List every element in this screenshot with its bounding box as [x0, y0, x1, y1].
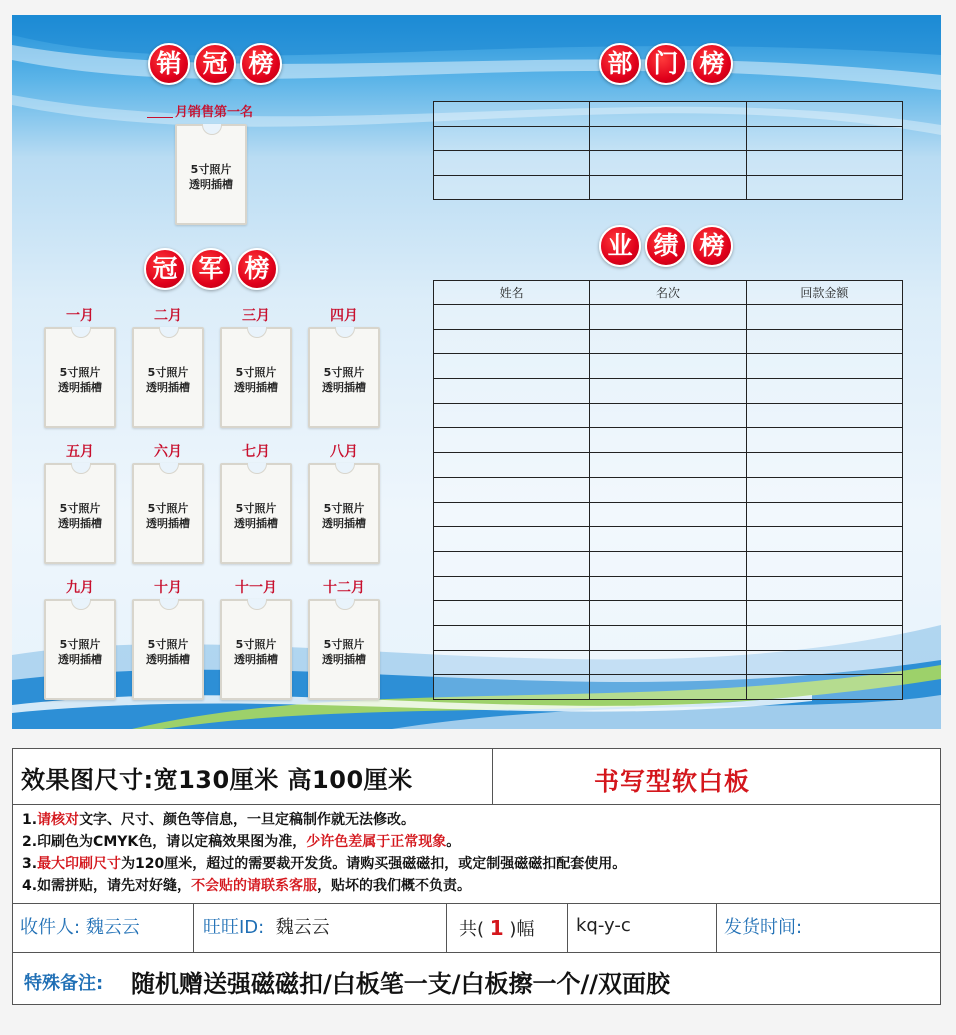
table-row	[434, 379, 903, 404]
table-row	[434, 403, 903, 428]
table-cell[interactable]	[434, 102, 590, 127]
table-cell[interactable]	[434, 551, 590, 576]
note-line: 3.最大印刷尺寸为120厘米，超过的需要裁开发货。请购买强磁磁扣，或定制强磁磁扣配套使用。	[22, 856, 627, 872]
table-cell[interactable]	[746, 601, 902, 626]
table-row	[434, 151, 903, 176]
table-row	[434, 477, 903, 502]
title-char: 军	[190, 248, 232, 290]
table-cell[interactable]	[746, 576, 902, 601]
table-cell[interactable]	[590, 102, 746, 127]
month-label: 五月	[66, 444, 94, 460]
table-cell[interactable]	[746, 305, 902, 330]
photo-slot: 5寸照片 透明插槽	[132, 599, 204, 700]
table-cell[interactable]	[434, 305, 590, 330]
department-table	[433, 101, 903, 200]
performance-title	[599, 225, 733, 267]
photo-slot: 5寸照片 透明插槽	[220, 327, 292, 428]
table-cell[interactable]	[746, 102, 902, 127]
table-row	[434, 428, 903, 453]
photo-slot: 5寸照片 透明插槽	[175, 124, 247, 225]
month-label: 六月	[154, 444, 182, 460]
table-cell[interactable]	[434, 379, 590, 404]
table-cell[interactable]	[434, 502, 590, 527]
month-label: 十一月	[235, 580, 277, 596]
title-char: 销	[148, 43, 190, 85]
photo-slot: 5寸照片 透明插槽	[308, 599, 380, 700]
order-info-panel	[12, 748, 941, 1005]
month-label: 八月	[330, 444, 358, 460]
table-cell[interactable]	[746, 502, 902, 527]
title-char: 榜	[236, 248, 278, 290]
month-label: 十二月	[323, 580, 365, 596]
table-cell[interactable]	[590, 625, 746, 650]
header-name: 姓名	[434, 281, 590, 305]
table-cell[interactable]	[746, 126, 902, 151]
table-cell[interactable]	[590, 428, 746, 453]
table-cell[interactable]	[590, 576, 746, 601]
table-row	[434, 126, 903, 151]
order-code: kq-y-c	[576, 915, 631, 936]
sales-subcaption: 月销售第一名	[147, 101, 253, 120]
month-label: 七月	[242, 444, 270, 460]
table-cell[interactable]	[590, 477, 746, 502]
table-row	[434, 551, 903, 576]
table-cell[interactable]	[746, 477, 902, 502]
table-cell[interactable]	[590, 354, 746, 379]
table-row	[434, 453, 903, 478]
title-char: 门	[645, 43, 687, 85]
table-cell[interactable]	[434, 625, 590, 650]
table-cell[interactable]	[434, 175, 590, 200]
table-cell[interactable]	[434, 403, 590, 428]
table-cell[interactable]	[590, 126, 746, 151]
ship-time-label: 发货时间:	[724, 917, 803, 938]
title-char: 榜	[691, 43, 733, 85]
table-cell[interactable]	[434, 453, 590, 478]
quantity: 共( 1 )幅	[459, 916, 535, 940]
photo-slot: 5寸照片 透明插槽	[220, 463, 292, 564]
table-cell[interactable]	[590, 151, 746, 176]
table-row	[434, 527, 903, 552]
table-cell[interactable]	[746, 675, 902, 700]
title-char: 业	[599, 225, 641, 267]
table-row	[434, 175, 903, 200]
table-cell[interactable]	[434, 126, 590, 151]
note-line: 1.请核对文字、尺寸、颜色等信息，一旦定稿制作就无法修改。	[22, 812, 416, 828]
table-cell[interactable]	[590, 453, 746, 478]
photo-slot: 5寸照片 透明插槽	[220, 599, 292, 700]
table-cell[interactable]	[746, 453, 902, 478]
table-row	[434, 502, 903, 527]
title-char: 绩	[645, 225, 687, 267]
performance-table	[433, 280, 903, 700]
photo-slot: 5寸照片 透明插槽	[308, 327, 380, 428]
table-cell[interactable]	[434, 527, 590, 552]
product-type: 书写型软白板	[594, 767, 751, 796]
note-line: 4.如需拼贴，请先对好缝，不会贴的请联系客服，贴坏的我们概不负责。	[22, 878, 472, 894]
table-row	[434, 675, 903, 700]
sales-champion-title	[148, 43, 282, 85]
table-cell[interactable]	[590, 527, 746, 552]
header-amount: 回款金额	[746, 281, 902, 305]
month-label: 二月	[154, 308, 182, 324]
month-label: 一月	[66, 308, 94, 324]
table-cell[interactable]	[434, 576, 590, 601]
month-label: 四月	[330, 308, 358, 324]
table-cell[interactable]	[746, 625, 902, 650]
table-row	[434, 625, 903, 650]
photo-slot: 5寸照片 透明插槽	[132, 327, 204, 428]
table-cell[interactable]	[434, 675, 590, 700]
remark-label: 特殊备注:	[24, 973, 104, 994]
table-row	[434, 305, 903, 330]
table-cell[interactable]	[746, 428, 902, 453]
remark-text: 随机赠送强磁磁扣/白板笔一支/白板擦一个//双面胶	[131, 970, 671, 998]
board-design-preview	[12, 15, 941, 729]
department-title	[599, 43, 733, 85]
table-row	[434, 102, 903, 127]
photo-slot: 5寸照片 透明插槽	[132, 463, 204, 564]
table-cell[interactable]	[590, 175, 746, 200]
table-cell[interactable]	[746, 650, 902, 675]
title-char: 榜	[691, 225, 733, 267]
table-cell[interactable]	[590, 601, 746, 626]
table-row	[434, 601, 903, 626]
recipient: 收件人: 魏云云	[20, 917, 140, 938]
month-label: 三月	[242, 308, 270, 324]
notes-list	[22, 809, 626, 897]
table-cell[interactable]	[746, 403, 902, 428]
table-row	[434, 329, 903, 354]
table-cell[interactable]	[590, 650, 746, 675]
table-cell[interactable]	[746, 151, 902, 176]
photo-slot: 5寸照片 透明插槽	[44, 599, 116, 700]
table-cell[interactable]	[746, 354, 902, 379]
table-cell[interactable]	[590, 675, 746, 700]
table-row	[434, 650, 903, 675]
table-cell[interactable]	[590, 403, 746, 428]
table-cell[interactable]	[590, 551, 746, 576]
table-cell[interactable]	[590, 502, 746, 527]
table-cell[interactable]	[434, 601, 590, 626]
champion-title	[144, 248, 278, 290]
header-rank: 名次	[590, 281, 746, 305]
table-header-row	[434, 281, 903, 305]
table-cell[interactable]	[434, 428, 590, 453]
table-cell[interactable]	[434, 151, 590, 176]
title-char: 榜	[240, 43, 282, 85]
photo-slot: 5寸照片 透明插槽	[308, 463, 380, 564]
table-cell[interactable]	[746, 329, 902, 354]
photo-slot: 5寸照片 透明插槽	[44, 463, 116, 564]
table-cell[interactable]	[434, 329, 590, 354]
table-cell[interactable]	[590, 329, 746, 354]
size-label: 效果图尺寸:宽130厘米 高100厘米	[21, 766, 413, 794]
table-cell[interactable]	[746, 379, 902, 404]
table-cell[interactable]	[434, 354, 590, 379]
title-char: 冠	[144, 248, 186, 290]
order-details-row	[13, 903, 940, 953]
note-line: 2.印刷色为CMYK色，请以定稿效果图为准，少许色差属于正常现象。	[22, 834, 461, 850]
title-char: 冠	[194, 43, 236, 85]
month-label: 九月	[66, 580, 94, 596]
table-row	[434, 576, 903, 601]
wangwang-id: 旺旺ID: 魏云云	[203, 917, 330, 938]
table-cell[interactable]	[434, 650, 590, 675]
table-cell[interactable]	[746, 551, 902, 576]
special-remark-row	[13, 954, 940, 1004]
table-cell[interactable]	[590, 305, 746, 330]
table-cell[interactable]	[746, 175, 902, 200]
table-row	[434, 354, 903, 379]
title-char: 部	[599, 43, 641, 85]
photo-slot: 5寸照片 透明插槽	[44, 327, 116, 428]
table-cell[interactable]	[746, 527, 902, 552]
month-label: 十月	[154, 580, 182, 596]
table-cell[interactable]	[590, 379, 746, 404]
table-cell[interactable]	[434, 477, 590, 502]
